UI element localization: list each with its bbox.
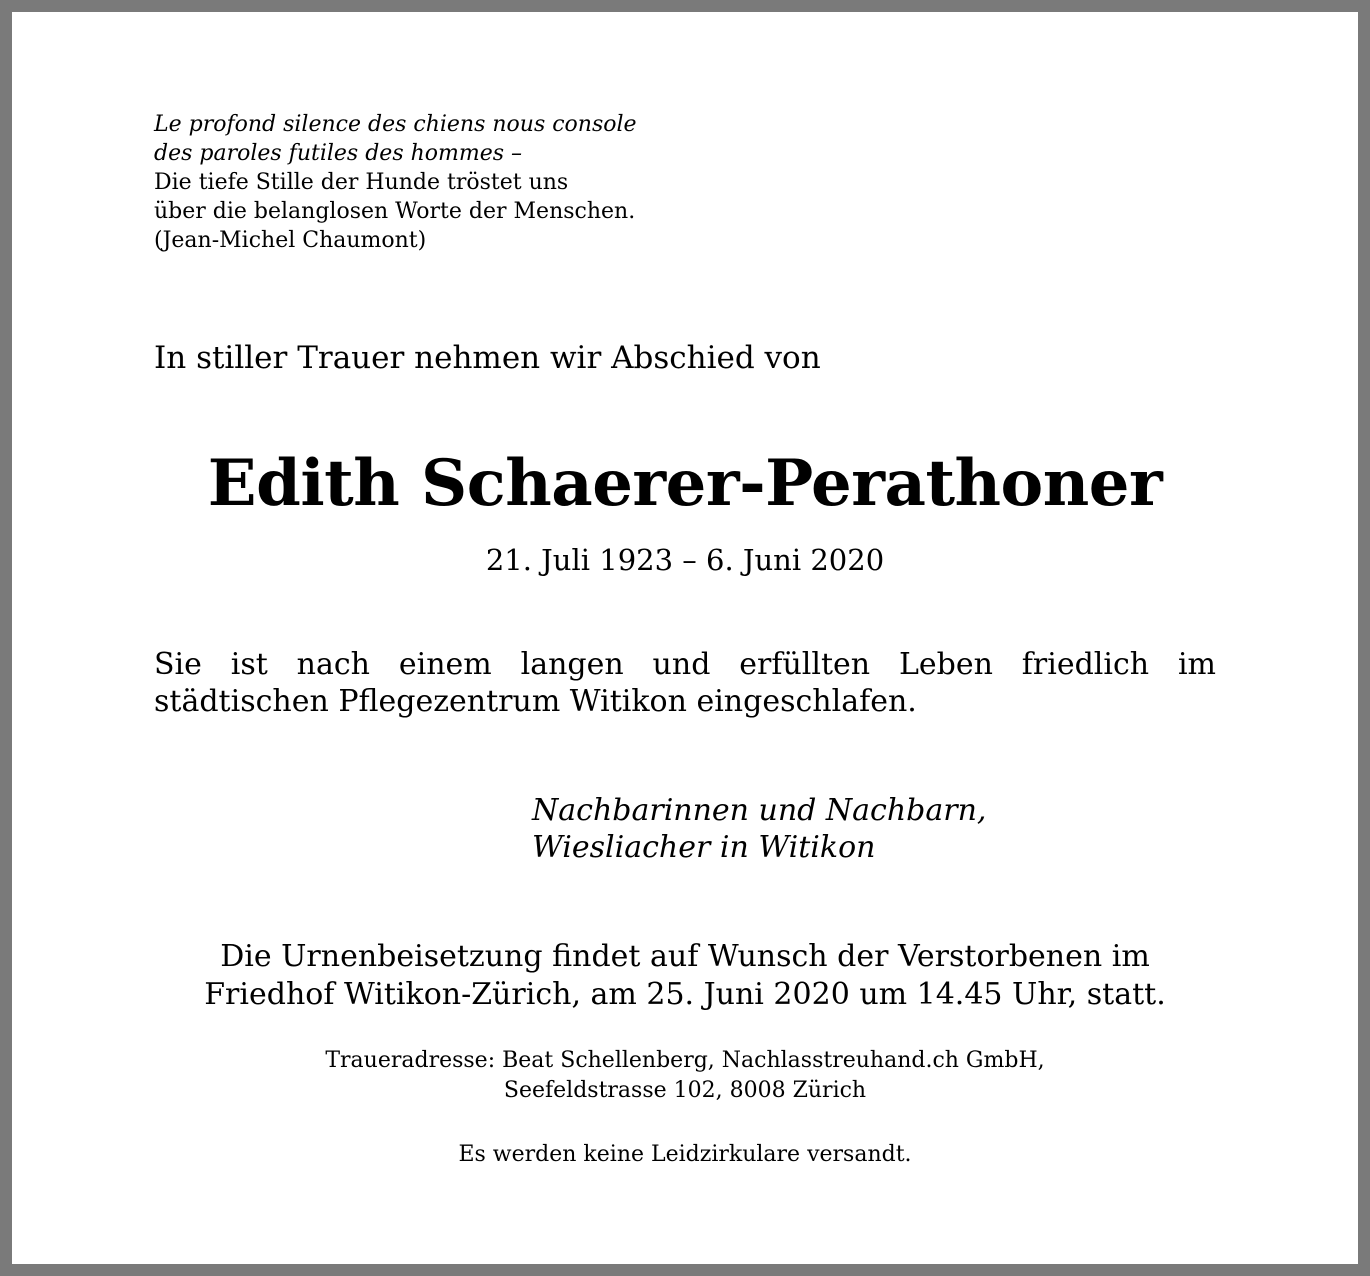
quote-line-german-2: über die belanglosen Worte der Menschen. — [154, 199, 636, 224]
address-line-1: Traueradresse: Beat Schellenberg, Nachlasstreuhand.ch GmbH, — [325, 1048, 1045, 1073]
deceased-name: Edith Schaerer-Perathoner — [207, 446, 1163, 521]
burial-line-2: Friedhof Witikon-Zürich, am 25. Juni 2020 um 14.45 Uhr, statt. — [204, 977, 1166, 1012]
epigraph-quote — [154, 110, 637, 255]
quote-line-french-1: Le profond silence des chiens nous console — [154, 112, 637, 137]
burial-notice — [12, 938, 1358, 1014]
quote-line-german-1: Die tiefe Stille der Hunde tröstet uns — [154, 170, 569, 195]
quote-line-french-2: des paroles futiles des hommes – — [154, 141, 523, 166]
death-message-line-2: städtischen Pflegezentrum Witikon eingeschlafen. — [154, 684, 917, 719]
no-circulars-note: Es werden keine Leidzirkulare versandt. — [458, 1142, 912, 1167]
mourning-address — [12, 1046, 1358, 1106]
death-message-line-1: Sie ist nach einem langen und erfüllten Leben friedlich im — [154, 647, 1216, 682]
intro-text: In stiller Trauer nehmen wir Abschied von — [154, 340, 821, 376]
quote-author: (Jean-Michel Chaumont) — [154, 228, 427, 253]
burial-line-1: Die Urnenbeisetzung findet auf Wunsch der Verstorbenen im — [220, 939, 1150, 974]
life-dates: 21. Juli 1923 – 6. Juni 2020 — [485, 543, 885, 577]
signers — [532, 792, 986, 866]
signers-line-1: Nachbarinnen und Nachbarn, — [532, 793, 987, 828]
signers-line-2: Wiesliacher in Witikon — [532, 830, 876, 865]
obituary-page — [12, 12, 1358, 1264]
death-message — [154, 646, 1216, 720]
address-line-2: Seefeldstrasse 102, 8008 Zürich — [503, 1078, 867, 1103]
